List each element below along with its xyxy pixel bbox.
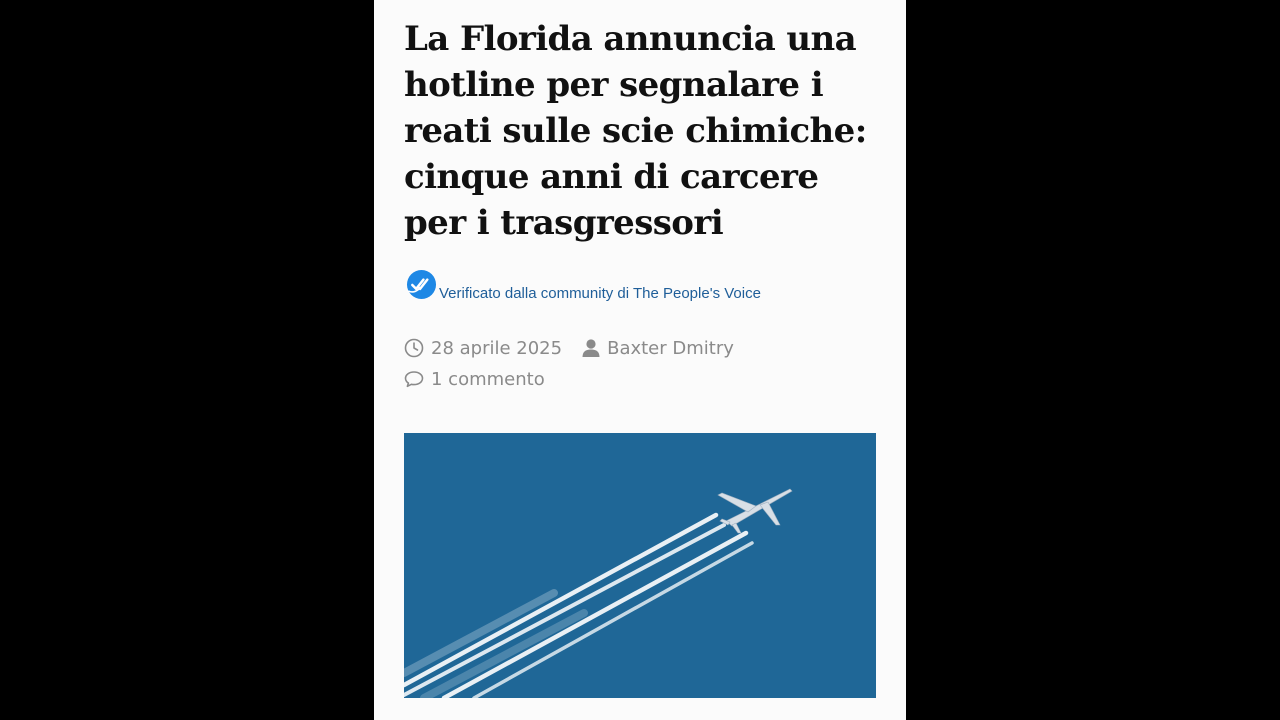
date-meta: [404, 338, 562, 359]
article-author[interactable]: Baxter Dmitry: [607, 337, 734, 359]
article-date: 28 aprile 2025: [431, 337, 563, 359]
comments-meta[interactable]: [404, 369, 545, 390]
article-page: [374, 0, 906, 720]
article-meta: [404, 335, 754, 361]
verified-badge-row[interactable]: [406, 266, 761, 306]
comment-bubble-icon: [404, 370, 424, 388]
hero-image: [404, 433, 876, 698]
verified-link[interactable]: Verificato dalla community di The People's Voice: [439, 285, 761, 302]
clock-icon: [404, 338, 424, 358]
article-headline: La Florida annuncia una hotline per segnalare i reati sulle scie chimiche: cinque anni di carcere per i trasgressori: [404, 19, 867, 243]
author-meta[interactable]: [582, 338, 734, 359]
user-icon: [582, 338, 600, 358]
comment-count[interactable]: 1 commento: [431, 368, 545, 390]
comments-meta-row: [404, 366, 565, 392]
verified-badge-icon: [406, 269, 437, 300]
